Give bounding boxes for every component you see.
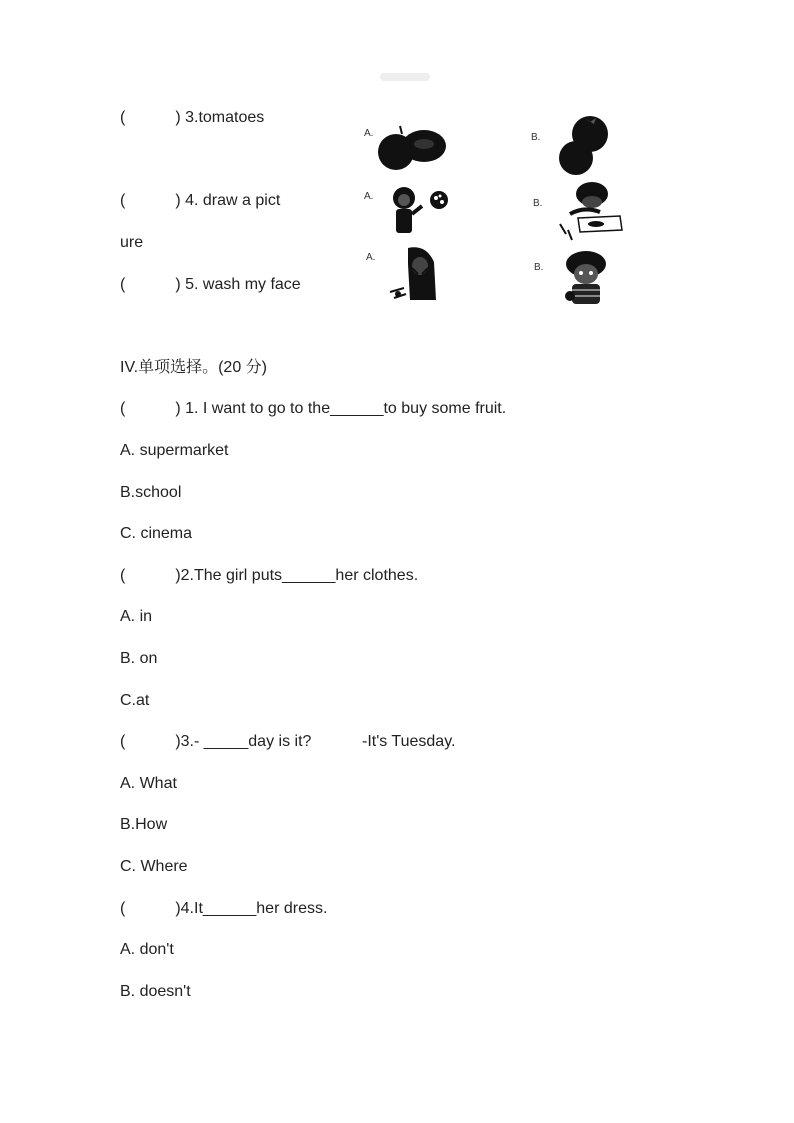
- matching-item-4: [120, 191, 280, 211]
- option-label-b: B.: [534, 262, 544, 273]
- tomatoes-picture: [556, 114, 612, 176]
- option-a: A. don't: [120, 941, 174, 958]
- question-2: [120, 566, 418, 586]
- matching-item-5: [120, 275, 301, 295]
- question-stem: )4.It______her dress.: [175, 900, 328, 917]
- question-stem: )3.- _____day is it?: [175, 733, 312, 750]
- option-c: C. Where: [120, 858, 188, 875]
- apple-picture: [378, 120, 450, 172]
- matching-item-4-continuation: ure: [120, 234, 144, 251]
- option-c: C. cinema: [120, 525, 193, 542]
- question-3: [120, 732, 311, 752]
- option-label-a: A.: [366, 252, 376, 263]
- item-text: ) 4. draw a pict: [175, 192, 281, 209]
- answer-paren: (: [120, 567, 126, 584]
- item-text: ) 5. wash my face: [175, 276, 301, 293]
- question-3-answer: -It's Tuesday.: [362, 733, 456, 750]
- option-a: A. in: [120, 608, 153, 625]
- option-b: B.school: [120, 484, 182, 501]
- question-1: [120, 399, 506, 419]
- option-b: B. doesn't: [120, 983, 191, 1000]
- girl-waving-picture: [390, 184, 454, 238]
- option-a: A. supermarket: [120, 442, 229, 459]
- faint-scan-mark: [380, 73, 430, 81]
- answer-paren: (: [120, 900, 126, 917]
- section-heading: IV.单项选择。(20 分): [120, 359, 267, 376]
- answer-paren: (: [120, 400, 126, 417]
- option-a: A. What: [120, 775, 177, 792]
- item-text: ) 3.tomatoes: [175, 109, 265, 126]
- matching-item-3: [120, 108, 264, 128]
- answer-paren: (: [120, 276, 126, 293]
- question-stem: ) 1. I want to go to the______to buy some fruit.: [175, 400, 507, 417]
- option-label-a: A.: [364, 191, 374, 202]
- boy-drawing-picture: [556, 180, 626, 244]
- boy-eating-picture: [560, 250, 612, 308]
- answer-paren: (: [120, 733, 126, 750]
- question-stem: )2.The girl puts______her clothes.: [175, 567, 419, 584]
- question-4: [120, 899, 327, 919]
- answer-paren: (: [120, 109, 126, 126]
- option-label-a: A.: [364, 128, 374, 139]
- option-c: C.at: [120, 692, 150, 709]
- answer-paren: (: [120, 192, 126, 209]
- option-b: B. on: [120, 650, 158, 667]
- option-label-b: B.: [533, 198, 543, 209]
- girl-washing-face-picture: [388, 244, 446, 304]
- option-b: B.How: [120, 816, 168, 833]
- option-label-b: B.: [531, 132, 541, 143]
